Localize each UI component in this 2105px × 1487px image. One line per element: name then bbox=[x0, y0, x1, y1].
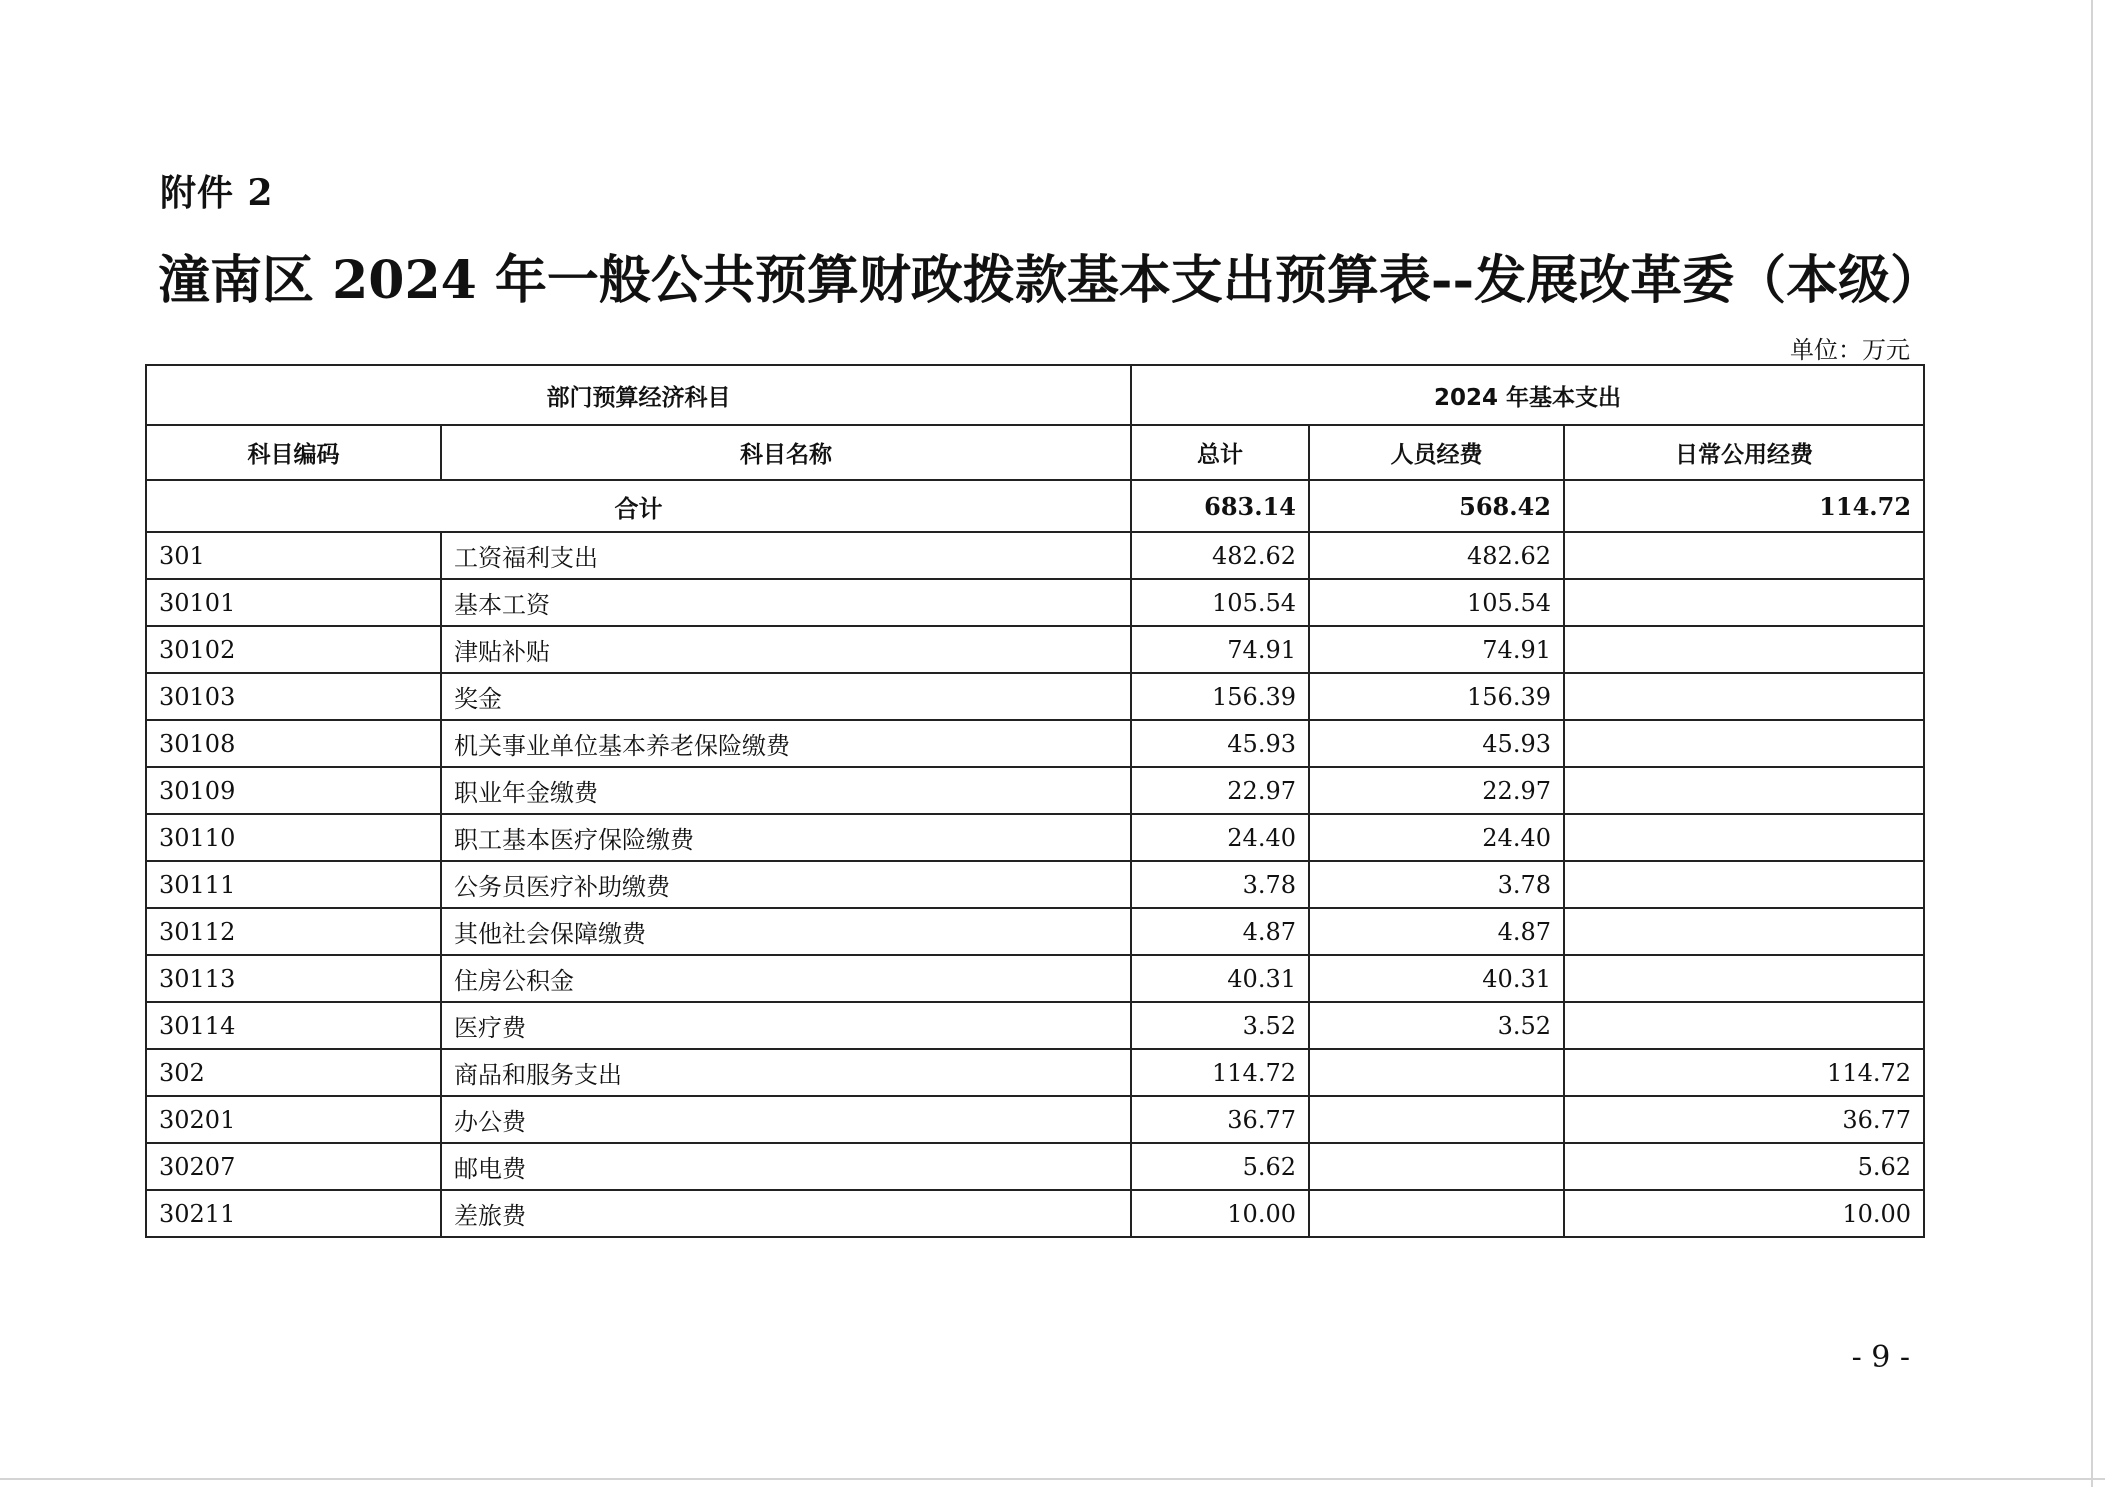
total-label: 合计 bbox=[146, 480, 1131, 532]
table-row bbox=[146, 579, 1924, 626]
total-row bbox=[146, 480, 1924, 532]
row-total: 24.40 bbox=[1131, 814, 1309, 861]
table-row bbox=[146, 1143, 1924, 1190]
total-amount: 683.14 bbox=[1131, 480, 1309, 532]
row-personnel: 24.40 bbox=[1309, 814, 1564, 861]
row-total: 114.72 bbox=[1131, 1049, 1309, 1096]
table-row bbox=[146, 908, 1924, 955]
row-name: 工资福利支出 bbox=[441, 532, 1131, 579]
row-personnel: 3.52 bbox=[1309, 1002, 1564, 1049]
row-code: 30111 bbox=[146, 861, 441, 908]
row-name: 职工基本医疗保险缴费 bbox=[441, 814, 1131, 861]
row-total: 3.78 bbox=[1131, 861, 1309, 908]
row-total: 45.93 bbox=[1131, 720, 1309, 767]
row-personnel: 482.62 bbox=[1309, 532, 1564, 579]
row-name: 津贴补贴 bbox=[441, 626, 1131, 673]
row-total: 4.87 bbox=[1131, 908, 1309, 955]
row-total: 40.31 bbox=[1131, 955, 1309, 1002]
row-personnel: 74.91 bbox=[1309, 626, 1564, 673]
page-number: - 9 - bbox=[1851, 1340, 1910, 1375]
row-code: 302 bbox=[146, 1049, 441, 1096]
row-code: 30102 bbox=[146, 626, 441, 673]
row-personnel: 105.54 bbox=[1309, 579, 1564, 626]
row-public bbox=[1564, 720, 1924, 767]
row-name: 办公费 bbox=[441, 1096, 1131, 1143]
table-row bbox=[146, 955, 1924, 1002]
table-row bbox=[146, 720, 1924, 767]
header-public: 日常公用经费 bbox=[1564, 425, 1924, 480]
row-total: 22.97 bbox=[1131, 767, 1309, 814]
row-personnel: 4.87 bbox=[1309, 908, 1564, 955]
row-personnel: 156.39 bbox=[1309, 673, 1564, 720]
row-name: 奖金 bbox=[441, 673, 1131, 720]
row-public bbox=[1564, 861, 1924, 908]
budget-table bbox=[145, 364, 1925, 1238]
row-code: 30101 bbox=[146, 579, 441, 626]
row-public: 114.72 bbox=[1564, 1049, 1924, 1096]
row-public bbox=[1564, 955, 1924, 1002]
row-name: 邮电费 bbox=[441, 1143, 1131, 1190]
table-row bbox=[146, 1049, 1924, 1096]
row-personnel bbox=[1309, 1049, 1564, 1096]
total-public: 114.72 bbox=[1564, 480, 1924, 532]
row-code: 30114 bbox=[146, 1002, 441, 1049]
row-name: 医疗费 bbox=[441, 1002, 1131, 1049]
row-name: 差旅费 bbox=[441, 1190, 1131, 1237]
row-name: 其他社会保障缴费 bbox=[441, 908, 1131, 955]
row-name: 基本工资 bbox=[441, 579, 1131, 626]
row-public bbox=[1564, 908, 1924, 955]
table-row bbox=[146, 1096, 1924, 1143]
header-expense-group: 2024 年基本支出 bbox=[1131, 365, 1924, 425]
table-row bbox=[146, 861, 1924, 908]
row-public bbox=[1564, 532, 1924, 579]
row-total: 10.00 bbox=[1131, 1190, 1309, 1237]
table-row bbox=[146, 1002, 1924, 1049]
row-personnel bbox=[1309, 1096, 1564, 1143]
header-column-row bbox=[146, 425, 1924, 480]
row-total: 5.62 bbox=[1131, 1143, 1309, 1190]
row-total: 482.62 bbox=[1131, 532, 1309, 579]
row-public bbox=[1564, 673, 1924, 720]
header-total: 总计 bbox=[1131, 425, 1309, 480]
table-row bbox=[146, 767, 1924, 814]
row-name: 商品和服务支出 bbox=[441, 1049, 1131, 1096]
row-personnel: 45.93 bbox=[1309, 720, 1564, 767]
row-total: 156.39 bbox=[1131, 673, 1309, 720]
row-total: 105.54 bbox=[1131, 579, 1309, 626]
row-personnel bbox=[1309, 1143, 1564, 1190]
row-code: 30113 bbox=[146, 955, 441, 1002]
total-personnel: 568.42 bbox=[1309, 480, 1564, 532]
row-code: 30103 bbox=[146, 673, 441, 720]
row-total: 74.91 bbox=[1131, 626, 1309, 673]
row-public bbox=[1564, 1002, 1924, 1049]
row-name: 职业年金缴费 bbox=[441, 767, 1131, 814]
row-name: 机关事业单位基本养老保险缴费 bbox=[441, 720, 1131, 767]
unit-label: 单位：万元 bbox=[1790, 336, 1910, 364]
table-row bbox=[146, 673, 1924, 720]
table-row bbox=[146, 1190, 1924, 1237]
header-subject-group: 部门预算经济科目 bbox=[146, 365, 1131, 425]
table-row bbox=[146, 626, 1924, 673]
table-header bbox=[146, 365, 1924, 480]
row-code: 301 bbox=[146, 532, 441, 579]
row-code: 30110 bbox=[146, 814, 441, 861]
row-personnel: 3.78 bbox=[1309, 861, 1564, 908]
row-code: 30109 bbox=[146, 767, 441, 814]
row-name: 公务员医疗补助缴费 bbox=[441, 861, 1131, 908]
page-edge-bottom bbox=[0, 1478, 2105, 1480]
row-code: 30112 bbox=[146, 908, 441, 955]
header-group-row bbox=[146, 365, 1924, 425]
row-code: 30201 bbox=[146, 1096, 441, 1143]
row-public bbox=[1564, 579, 1924, 626]
table-row bbox=[146, 814, 1924, 861]
header-name: 科目名称 bbox=[441, 425, 1131, 480]
row-public bbox=[1564, 626, 1924, 673]
row-public bbox=[1564, 767, 1924, 814]
row-code: 30211 bbox=[146, 1190, 441, 1237]
row-personnel bbox=[1309, 1190, 1564, 1237]
row-public: 5.62 bbox=[1564, 1143, 1924, 1190]
row-public: 10.00 bbox=[1564, 1190, 1924, 1237]
attachment-label: 附件 2 bbox=[160, 172, 274, 214]
table-body bbox=[146, 480, 1924, 1237]
table-row bbox=[146, 532, 1924, 579]
row-total: 36.77 bbox=[1131, 1096, 1309, 1143]
row-code: 30108 bbox=[146, 720, 441, 767]
document-title: 潼南区 2024 年一般公共预算财政拨款基本支出预算表--发展改革委（本级） bbox=[158, 250, 1943, 311]
row-total: 3.52 bbox=[1131, 1002, 1309, 1049]
header-personnel: 人员经费 bbox=[1309, 425, 1564, 480]
row-personnel: 22.97 bbox=[1309, 767, 1564, 814]
row-code: 30207 bbox=[146, 1143, 441, 1190]
page-edge-right bbox=[2091, 0, 2093, 1487]
row-public: 36.77 bbox=[1564, 1096, 1924, 1143]
row-name: 住房公积金 bbox=[441, 955, 1131, 1002]
row-public bbox=[1564, 814, 1924, 861]
header-code: 科目编码 bbox=[146, 425, 441, 480]
row-personnel: 40.31 bbox=[1309, 955, 1564, 1002]
